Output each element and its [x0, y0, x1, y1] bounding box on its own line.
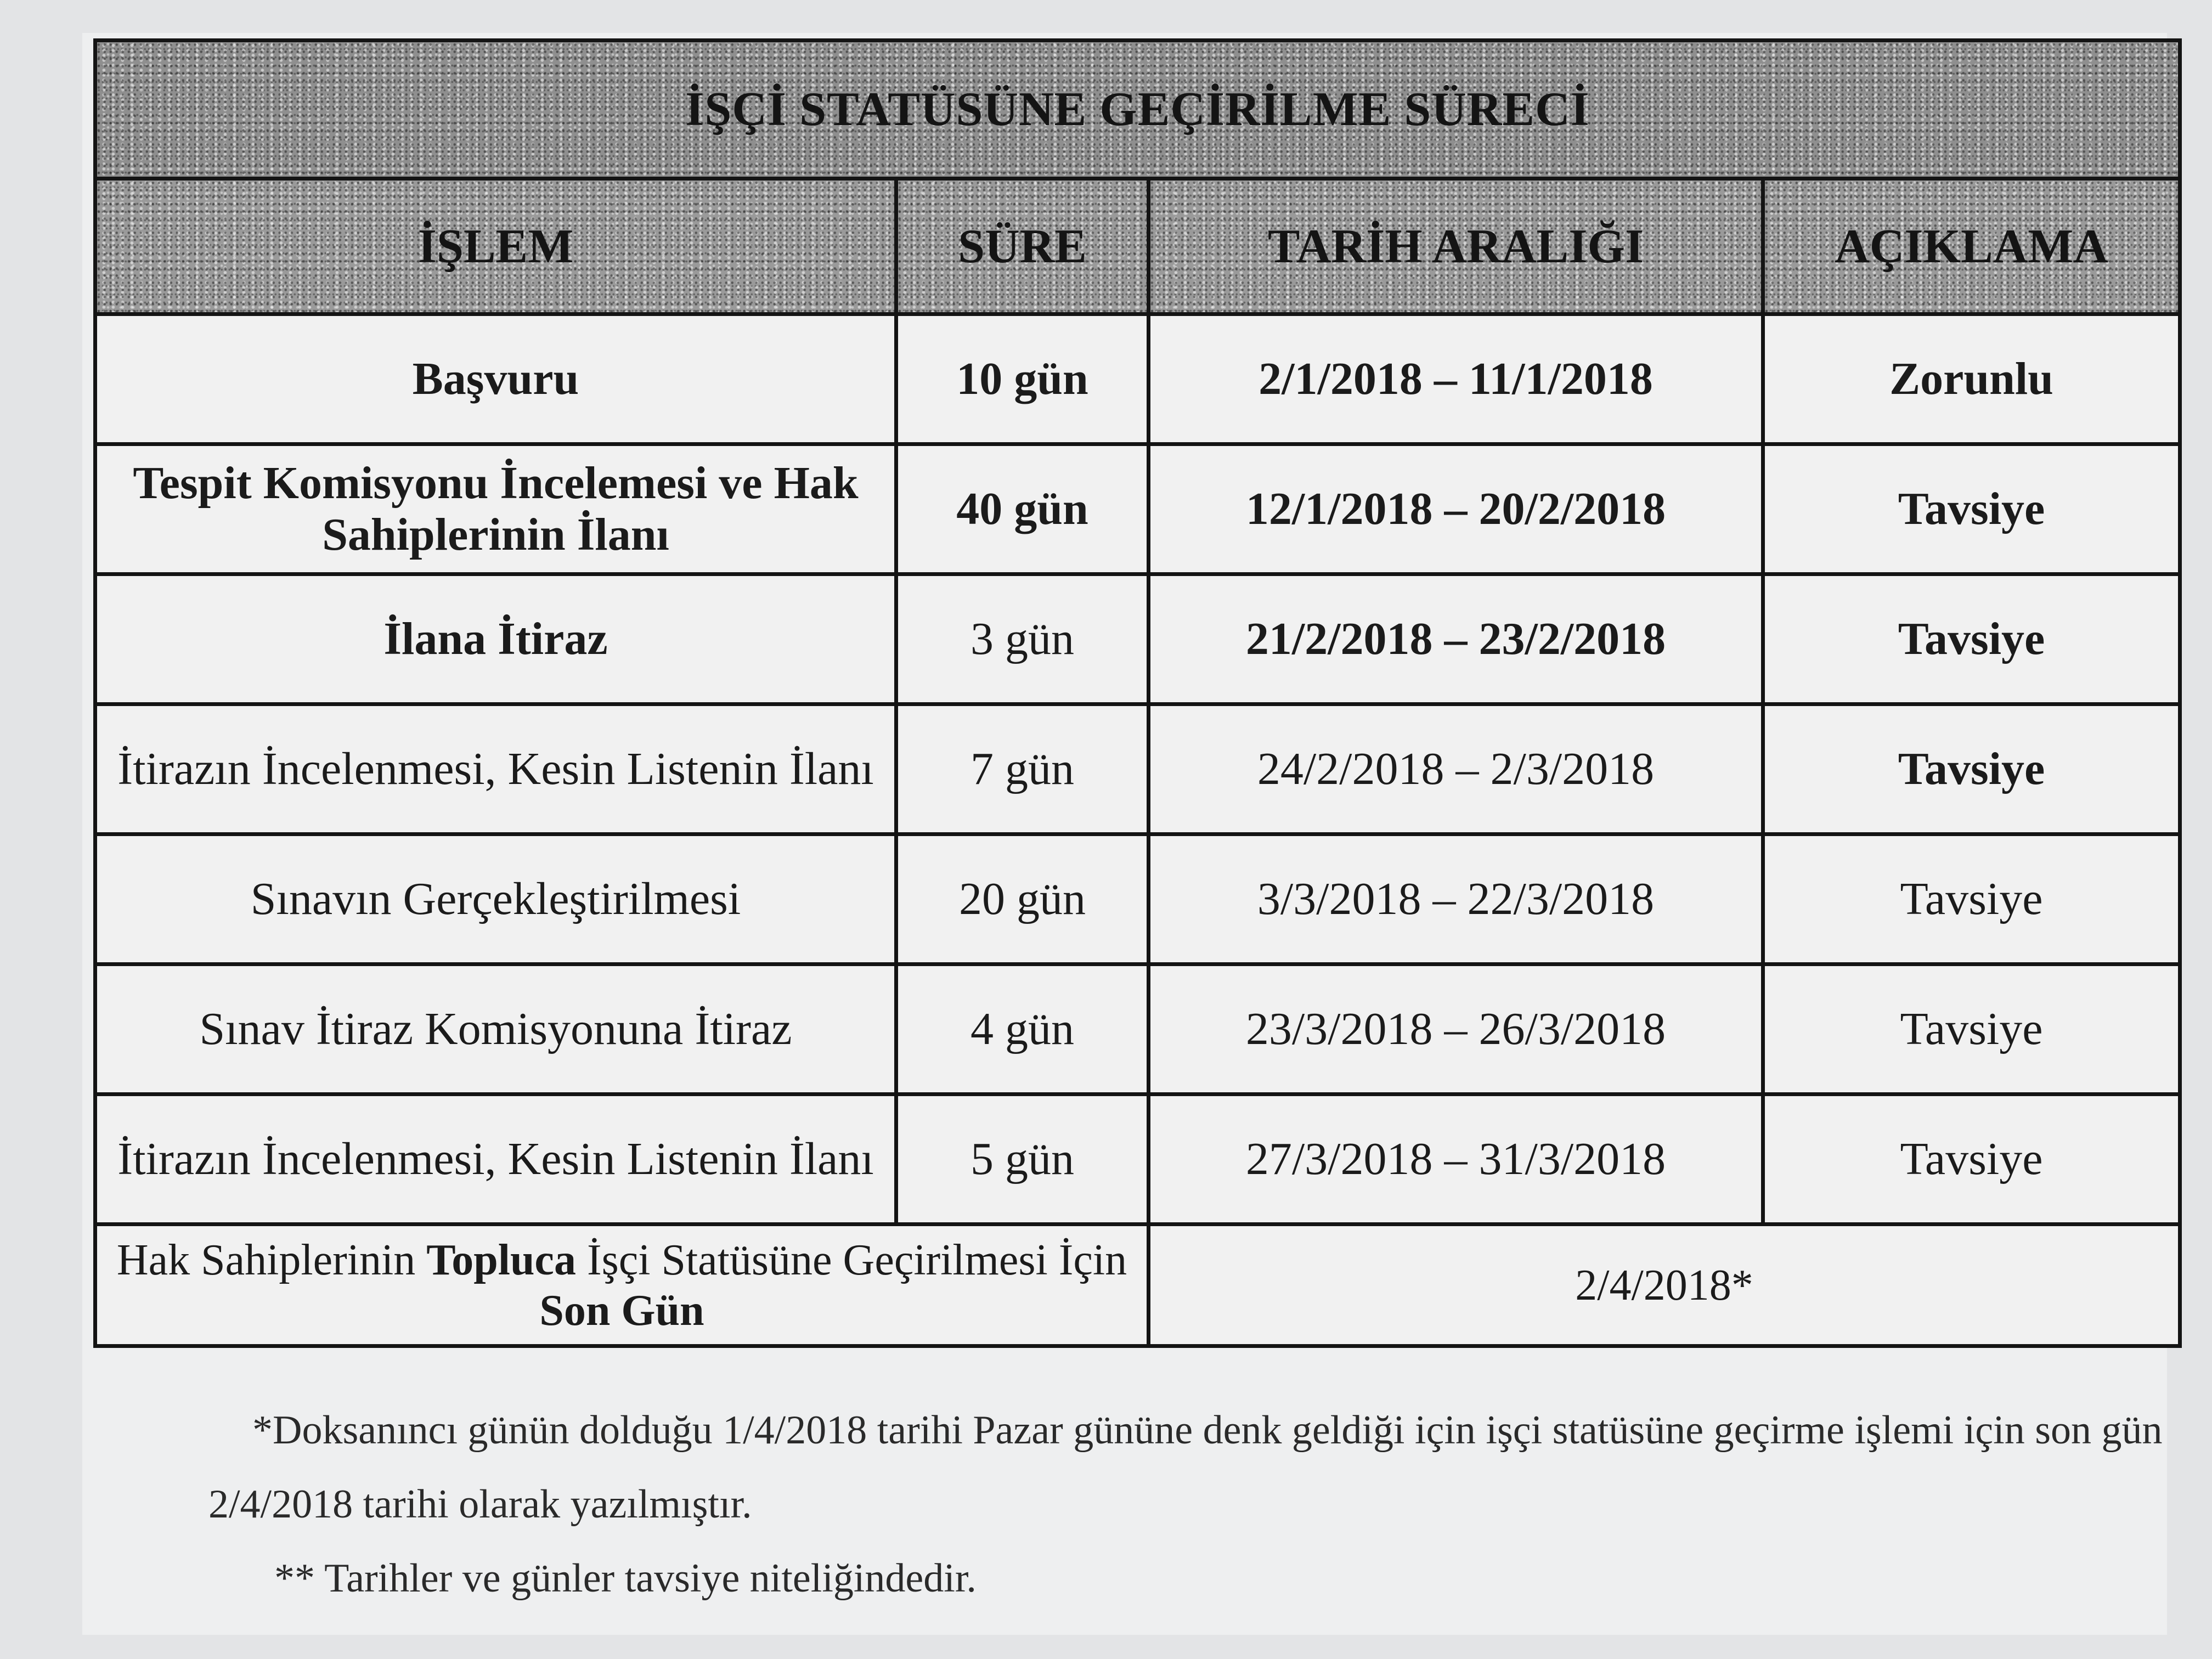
final-row — [95, 1224, 2180, 1346]
cell-tarih: 2/1/2018 – 11/1/2018 — [1149, 314, 1763, 444]
final-row-text: Hak Sahiplerinin — [116, 1235, 427, 1284]
cell-islem: Başvuru — [95, 314, 896, 444]
cell-islem: Tespit Komisyonu İncelemesi ve Hak Sahiplerinin İlanı — [95, 444, 896, 574]
table-row — [95, 834, 2180, 964]
cell-islem: İtirazın İncelenmesi, Kesin Listenin İlanı — [95, 704, 896, 834]
final-row-bold-son-gun: Son Gün — [539, 1286, 704, 1335]
cell-sure: 5 gün — [896, 1094, 1149, 1224]
cell-aciklama: Tavsiye — [1763, 834, 2180, 964]
cell-aciklama: Tavsiye — [1763, 704, 2180, 834]
footnote-1: *Doksanıncı günün dolduğu 1/4/2018 tarihi Pazar gününe denk geldiği için işçi statüsüne geçirme işlemi için son gün 2/4/2018 tarihi olarak yazılmıştır. — [208, 1408, 2163, 1527]
footnotes — [208, 1393, 2172, 1616]
cell-tarih: 21/2/2018 – 23/2/2018 — [1149, 574, 1763, 704]
footnote-2: ** Tarihler ve günler tavsiye niteliğindedir. — [274, 1556, 977, 1601]
table-row — [95, 444, 2180, 574]
cell-islem: İlana İtiraz — [95, 574, 896, 704]
document-page — [82, 33, 2167, 1635]
table-row — [95, 574, 2180, 704]
final-row-label — [95, 1224, 1149, 1346]
cell-sure: 3 gün — [896, 574, 1149, 704]
cell-aciklama: Tavsiye — [1763, 574, 2180, 704]
process-table — [93, 38, 2182, 1348]
final-row-text: İşçi Statüsüne Geçirilmesi İçin — [575, 1235, 1127, 1284]
cell-sure: 40 gün — [896, 444, 1149, 574]
cell-sure: 20 gün — [896, 834, 1149, 964]
cell-islem: Sınav İtiraz Komisyonuna İtiraz — [95, 964, 896, 1094]
cell-tarih: 23/3/2018 – 26/3/2018 — [1149, 964, 1763, 1094]
cell-islem: İtirazın İncelenmesi, Kesin Listenin İlanı — [95, 1094, 896, 1224]
cell-sure: 4 gün — [896, 964, 1149, 1094]
cell-sure: 10 gün — [896, 314, 1149, 444]
cell-tarih: 3/3/2018 – 22/3/2018 — [1149, 834, 1763, 964]
cell-tarih: 12/1/2018 – 20/2/2018 — [1149, 444, 1763, 574]
cell-islem: Sınavın Gerçekleştirilmesi — [95, 834, 896, 964]
header-aciklama: AÇIKLAMA — [1763, 179, 2180, 314]
cell-aciklama: Zorunlu — [1763, 314, 2180, 444]
table-row — [95, 1094, 2180, 1224]
header-tarih-araligi: TARİH ARALIĞI — [1149, 179, 1763, 314]
table-title-row — [95, 41, 2180, 179]
table-row — [95, 314, 2180, 444]
cell-aciklama: Tavsiye — [1763, 1094, 2180, 1224]
header-islem: İŞLEM — [95, 179, 896, 314]
cell-aciklama: Tavsiye — [1763, 964, 2180, 1094]
table-row — [95, 964, 2180, 1094]
table-row — [95, 704, 2180, 834]
header-sure: SÜRE — [896, 179, 1149, 314]
table-title: İŞÇİ STATÜSÜNE GEÇİRİLME SÜRECİ — [95, 41, 2180, 179]
final-row-date: 2/4/2018* — [1149, 1224, 2180, 1346]
cell-aciklama: Tavsiye — [1763, 444, 2180, 574]
cell-tarih: 24/2/2018 – 2/3/2018 — [1149, 704, 1763, 834]
cell-sure: 7 gün — [896, 704, 1149, 834]
table-header-row — [95, 179, 2180, 314]
cell-tarih: 27/3/2018 – 31/3/2018 — [1149, 1094, 1763, 1224]
final-row-bold-topluca: Topluca — [426, 1235, 576, 1284]
